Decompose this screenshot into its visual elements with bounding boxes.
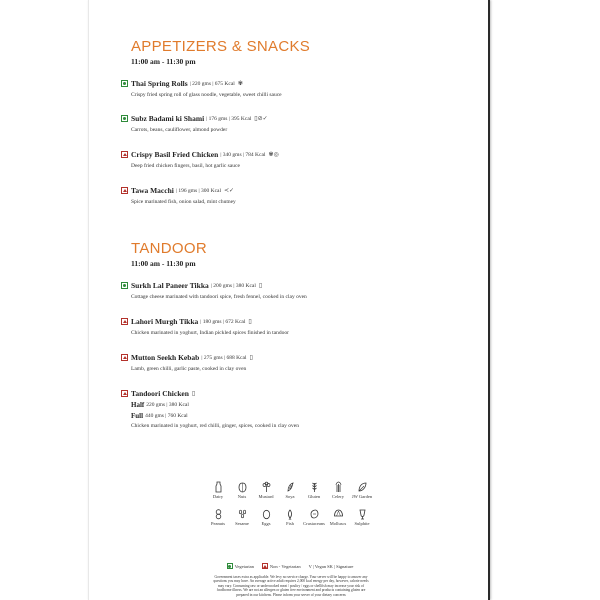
- section-title-appetizers: APPETIZERS & SNACKS: [131, 38, 311, 55]
- veg-icon: [121, 282, 128, 289]
- milk-bottle-icon: [212, 480, 224, 493]
- legend-label: Sulphite: [354, 521, 370, 526]
- legend-label: Crustaceans: [303, 521, 325, 526]
- legend-soya: [278, 480, 302, 499]
- item-meta: | 180 gms | 672 Kcal: [200, 318, 246, 325]
- leaf-icon: [356, 480, 368, 493]
- allergen-legend-row-2: [89, 507, 491, 526]
- item-meta: | 275 gms | 688 Kcal: [201, 354, 247, 361]
- portion-meta: 440 gms | 760 Kcal: [145, 412, 188, 419]
- legend-crustaceans: [302, 507, 326, 526]
- item-meta: | 220 gms | 675 Kcal: [189, 80, 235, 87]
- veg-icon: [121, 115, 128, 122]
- menu-item: [121, 388, 481, 429]
- portion-label: Full: [131, 411, 144, 420]
- dairy-icon: ▯: [191, 390, 196, 397]
- dairy-icon: ▯: [248, 318, 252, 325]
- key-veg-label: Vegetarian: [234, 563, 254, 569]
- legend-jw-garden: [350, 480, 374, 499]
- legend-label: Mustard: [258, 494, 274, 499]
- item-description: Deep fried chicken fingers, basil, hot garlic sauce: [131, 163, 240, 169]
- legend-sulphite: [350, 507, 374, 526]
- legend-label: Dairy: [212, 494, 224, 499]
- legend-fish: [278, 507, 302, 526]
- egg-icon: [260, 507, 272, 520]
- item-description: Carrots, beans, cauliflower, almond powder: [131, 127, 228, 133]
- menu-item: [121, 78, 481, 98]
- celery-icon: [332, 480, 344, 493]
- soy-icon: [284, 480, 296, 493]
- wheat-icon: [308, 480, 320, 493]
- item-meta: | 200 gms | 380 Kcal: [210, 282, 256, 289]
- item-name: Lahori Murgh Tikka: [131, 317, 199, 326]
- item-name: Thai Spring Rolls: [131, 79, 188, 88]
- non-veg-icon: [262, 563, 268, 569]
- mollusc-icon: [332, 507, 344, 520]
- mustard-icon: [260, 480, 272, 493]
- dairy-icon: ▯: [258, 282, 263, 289]
- menu-item: [121, 280, 481, 300]
- legend-label: Soya: [285, 494, 295, 499]
- gluten-egg-icons: ✾◎: [268, 151, 279, 158]
- legend-celery: [326, 480, 350, 499]
- legend-label: Peanuts: [211, 521, 225, 526]
- sulphite-icon: [356, 507, 368, 520]
- legend-molluscs: [326, 507, 350, 526]
- legend-gluten: [302, 480, 326, 499]
- menu-page: [88, 0, 490, 600]
- item-description: Chicken marinated in yoghurt, red chilli, ginger, spices, cooked in clay oven: [131, 423, 299, 429]
- legend-label: Gluten: [307, 494, 321, 499]
- dairy-icon: ▯: [249, 354, 253, 361]
- portion-half: [121, 399, 481, 410]
- nut-icon: [236, 480, 248, 493]
- crustacean-icon: [308, 507, 320, 520]
- portion-full: [121, 410, 481, 421]
- item-name: Tandoori Chicken: [131, 389, 189, 398]
- item-meta: | 196 gms | 300 Kcal: [175, 187, 221, 194]
- non-veg-icon: [121, 151, 128, 158]
- legend-eggs: [254, 507, 278, 526]
- legend-label: Molluscs: [329, 521, 347, 526]
- diet-key: [89, 563, 491, 569]
- section-time-appetizers: 11:00 am - 11:30 pm: [131, 57, 196, 66]
- legend-label: Sesame: [235, 521, 249, 526]
- menu-item: [121, 185, 481, 205]
- legend-label: Celery: [332, 494, 344, 499]
- item-description: Cottage cheese marinated with tandoori spice, fresh fennel, cooked in clay oven: [131, 294, 307, 300]
- item-name: Surkh Lal Paneer Tikka: [131, 281, 209, 290]
- non-veg-icon: [121, 390, 128, 397]
- non-veg-icon: [121, 318, 128, 325]
- key-other-label: V | Vegan SK | Signature: [308, 563, 354, 569]
- non-veg-icon: [121, 187, 128, 194]
- portion-meta: 220 gms | 380 Kcal: [146, 401, 189, 408]
- section-title-tandoor: TANDOOR: [131, 240, 207, 257]
- legend-nuts: [230, 480, 254, 499]
- non-veg-icon: [121, 354, 128, 361]
- item-description: Lamb, green chilli, garlic paste, cooked in clay oven: [131, 366, 247, 372]
- legend-label: JW Garden: [351, 494, 373, 499]
- veg-icon: [227, 563, 233, 569]
- legend-label: Nuts: [237, 494, 247, 499]
- item-description: Chicken marinated in yoghurt, Indian pickled spices finished in tandoor: [131, 330, 289, 336]
- menu-item: [121, 316, 481, 336]
- allergen-legend-row-1: [89, 480, 491, 499]
- section-time-tandoor: 11:00 am - 11:30 pm: [131, 259, 196, 268]
- legend-mustard: [254, 480, 278, 499]
- peanut-icon: [212, 507, 224, 520]
- fish-icon: [284, 507, 296, 520]
- sesame-icon: [236, 507, 248, 520]
- item-name: Tawa Macchi: [131, 186, 174, 195]
- item-meta: | 176 gms | 395 Kcal: [206, 115, 252, 122]
- legend-dairy: [206, 480, 230, 499]
- item-name: Subz Badami ki Shami: [131, 114, 205, 123]
- portion-label: Half: [131, 400, 145, 409]
- footnote: Government taxes extra as applicable. We levy no service charge. Your server will be happy to answer any questions you may have. An average active adult requires 2,000 kcal energy per day, however, calorie needs may vary. Consuming raw or undercooked meat / poultry / eggs or shellfish may increase your risk of foodborne illness. We are not an allergen or gluten free environment and products containing gluten are prepared in our kitchens. Please inform your server of your dietary concerns: [213, 575, 369, 597]
- menu-item: [121, 149, 481, 169]
- menu-item: [121, 352, 481, 372]
- legend-peanuts: [206, 507, 230, 526]
- item-description: Crispy fried spring roll of glass noodle, vegetable, sweet chilli sauce: [131, 92, 282, 98]
- veg-icon: [121, 80, 128, 87]
- key-nonveg-label: Non - Vegetarian: [269, 563, 301, 569]
- legend-label: Fish: [286, 521, 294, 526]
- item-meta: | 340 gms | 784 Kcal: [220, 151, 266, 158]
- fish-celery-icons: ≺✓: [224, 187, 235, 194]
- item-description: Spice marinated fish, onion salad, mint chutney: [131, 199, 236, 205]
- menu-item: [121, 113, 481, 133]
- item-name: Mutton Seekh Kebab: [131, 353, 200, 362]
- dairy-nuts-celery-icons: ▯⊘✓: [254, 115, 268, 122]
- gluten-icon: ✾: [237, 80, 243, 87]
- item-name: Crispy Basil Fried Chicken: [131, 150, 219, 159]
- legend-label: Eggs: [261, 521, 271, 526]
- legend-sesame: [230, 507, 254, 526]
